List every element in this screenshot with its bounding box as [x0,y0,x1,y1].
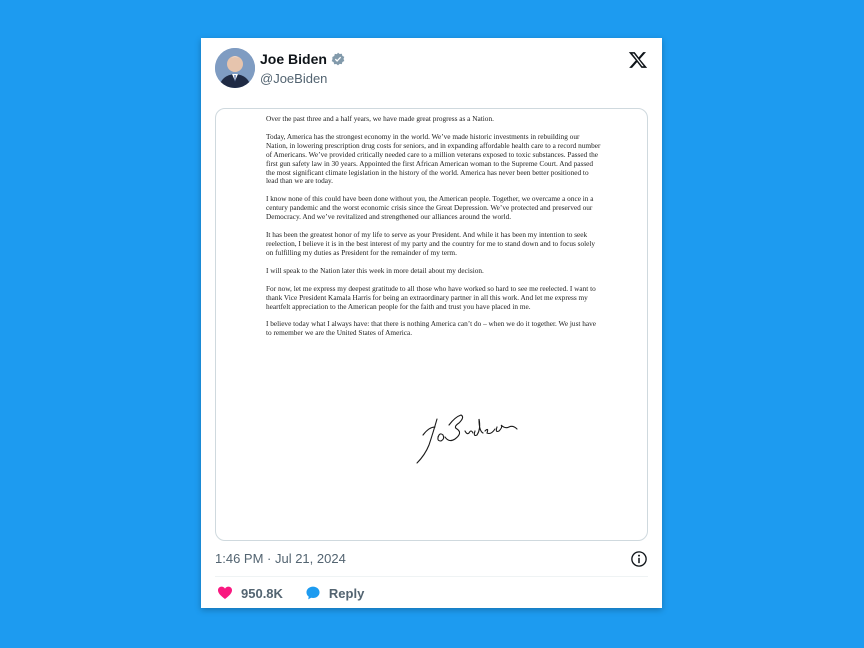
tweet-card [201,38,662,608]
letter-image[interactable] [215,108,648,541]
author-handle[interactable]: @JoeBiden [260,71,328,86]
like-button[interactable] [217,585,283,601]
like-count: 950.8K [241,585,283,601]
heart-icon [217,585,233,601]
letter-paragraph: I know none of this could have been done without you, the American people. Together, we overcame a once in a century pandemic and the worst economic crisis since the Great Depression. We’ve protected and preserved our Democracy. And we’ve revitalized and strengthened our alliances around the world. [266,194,594,222]
divider [215,576,648,577]
letter-paragraph: Over the past three and a half years, we have made great progress as a Nation. [266,114,494,123]
author-name[interactable]: Joe Biden [260,51,327,67]
letter-paragraph: I will speak to the Nation later this week in more detail about my decision. [266,265,484,275]
info-icon[interactable] [630,550,648,568]
action-bar [217,585,386,601]
verified-badge-icon [331,52,345,66]
letter-paragraph: For now, let me express my deepest gratitude to all those who have worked so hard to see me reelected. I want to thank Vice President Kamala Harris for being an extraordinary partner in all this work. And let me express my heartfelt appreciation to the American people for the faith and trust you have placed in me. [266,283,596,311]
letter-paragraph: Today, America has the strongest economy in the world. We’ve made historic investments in rebuilding our Nation, in lowering prescription drug costs for seniors, and in expanding affordable health care to a record number of Americans. We’ve provided critically needed care to a million veterans exposed to toxic substances. Passed the first gun safety law in 30 years. Appointed the first African American woman to the Supreme Court. And passed the most significant climate legislation in the history of the world. America has never been better positioned to lead than we are today. [266,131,601,186]
letter-paragraph: I believe today what I always have: that there is nothing America can’t do – when we do it together. We just have to remember we are the United States of America. [266,319,597,338]
avatar[interactable] [215,48,255,88]
x-logo-icon[interactable] [628,50,648,70]
reply-button[interactable] [305,585,364,601]
letter-paragraph: It has been the greatest honor of my life to serve as your President. And while it has been my intention to seek reelection, I believe it is in the best interest of my party and the country for me to stand down and to focus solely on fulfilling my duties as President for the remainder of my term. [266,230,596,257]
reply-bubble-icon [305,585,321,601]
tweet-timestamp[interactable]: 1:46 PM · Jul 21, 2024 [215,551,346,566]
letter-text [266,115,601,347]
signature [409,405,525,465]
reply-label: Reply [328,585,365,601]
author-row [260,51,345,67]
